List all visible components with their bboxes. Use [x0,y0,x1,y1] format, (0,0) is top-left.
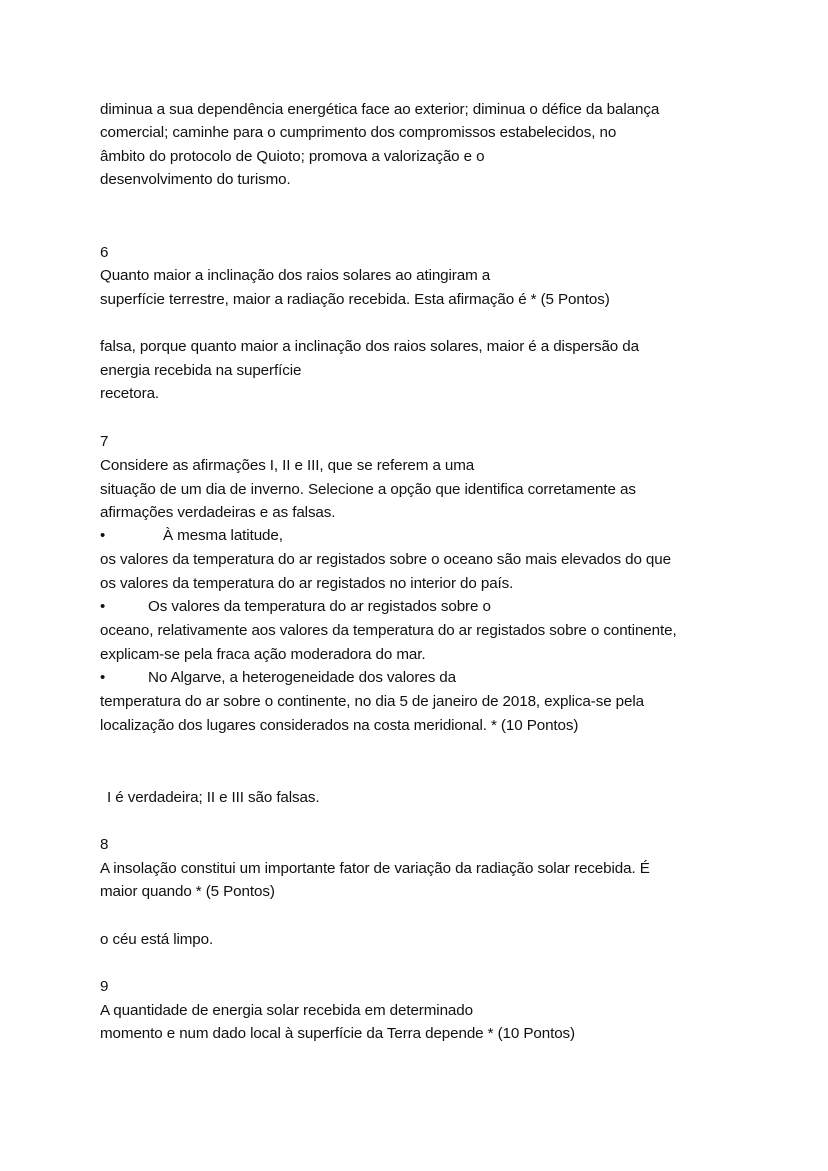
question-text-line: Quanto maior a inclinação dos raios solares ao atingiram a [100,267,491,284]
question-text-line: afirmações verdadeiras e as falsas. [100,504,336,521]
intro-line: desenvolvimento do turismo. [100,171,291,188]
question-text-line: superfície terrestre, maior a radiação recebida. Esta afirmação é * (5 Pontos) [100,291,610,308]
answer-text-line: recetora. [100,385,160,402]
answer-text-line: falsa, porque quanto maior a inclinação dos raios solares, maior é a dispersão da [100,338,639,355]
answer-text-line: o céu está limpo. [100,931,214,948]
statement-first-line: À mesma latitude, [163,527,283,544]
statement-line: temperatura do ar sobre o continente, no dia 5 de janeiro de 2018, explica-se pela [100,693,644,710]
intro-line: âmbito do protocolo de Quioto; promova a valorização e o [100,148,485,165]
question-text-line: A insolação constitui um importante fator de variação da radiação solar recebida. É [100,860,650,877]
statement-line: localização dos lugares considerados na costa meridional. * (10 Pontos) [100,717,579,734]
question-number: 7 [100,433,109,450]
question-text-line: A quantidade de energia solar recebida em determinado [100,1002,473,1019]
statement-line: os valores da temperatura do ar registados sobre o oceano são mais elevados do que [100,551,671,568]
bullet-marker: • [100,527,106,544]
question-number: 6 [100,244,109,261]
statement-first-line: Os valores da temperatura do ar registados sobre o [148,598,491,615]
question-text-line: momento e num dado local à superfície da Terra depende * (10 Pontos) [100,1025,575,1042]
bullet-marker: • [100,598,106,615]
question-text-line: Considere as afirmações I, II e III, que se referem a uma [100,457,475,474]
question-number: 9 [100,978,109,995]
statement-line: os valores da temperatura do ar registados no interior do país. [100,575,514,592]
question-text-line: situação de um dia de inverno. Selecione a opção que identifica corretamente as [100,481,636,498]
answer-text-line: I é verdadeira; II e III são falsas. [107,789,320,806]
question-text-line: maior quando * (5 Pontos) [100,883,275,900]
question-number: 8 [100,836,109,853]
intro-line: diminua a sua dependência energética face ao exterior; diminua o défice da balança [100,101,660,118]
statement-line: oceano, relativamente aos valores da temperatura do ar registados sobre o continente, [100,622,677,639]
statement-line: explicam-se pela fraca ação moderadora do mar. [100,646,426,663]
intro-line: comercial; caminhe para o cumprimento dos compromissos estabelecidos, no [100,124,617,141]
bullet-marker: • [100,669,106,686]
answer-text-line: energia recebida na superfície [100,362,302,379]
statement-first-line: No Algarve, a heterogeneidade dos valores da [148,669,457,686]
